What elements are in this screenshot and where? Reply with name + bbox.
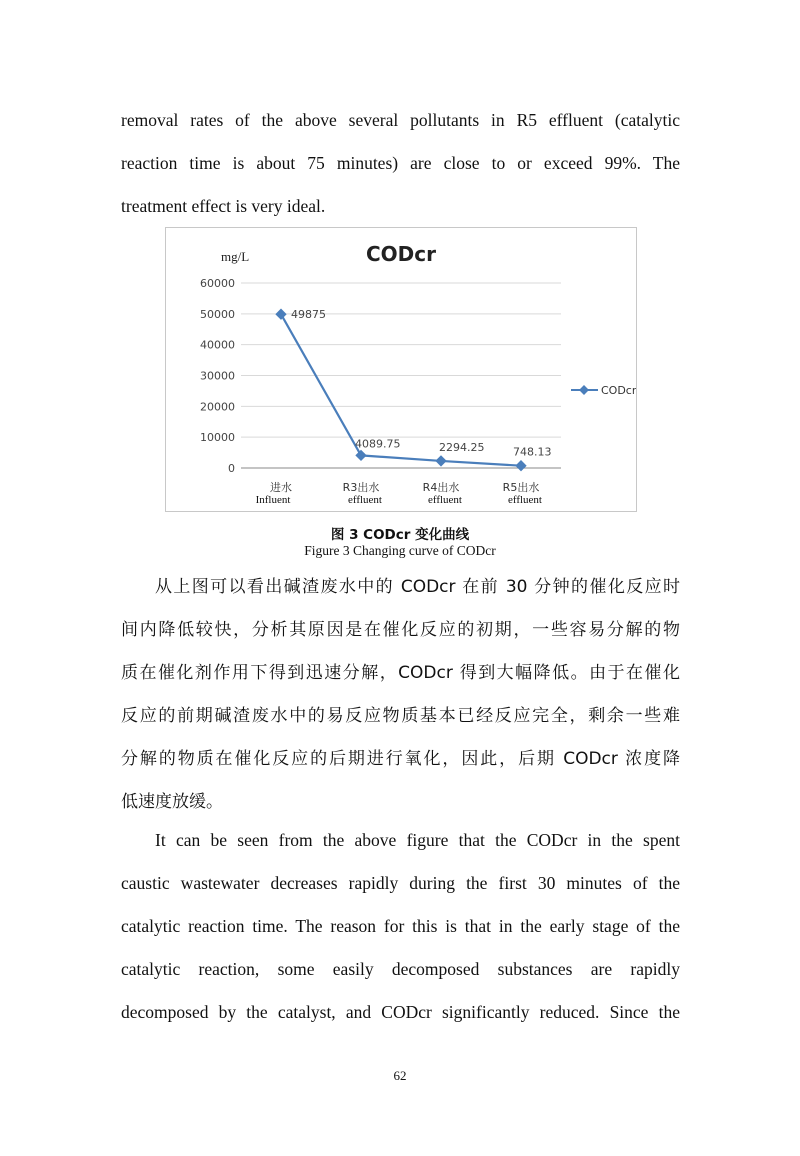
figure-caption-cn: 图 3 CODcr 变化曲线 <box>330 527 470 543</box>
data-point <box>515 460 526 471</box>
x-tick-label: R3出水 <box>342 481 380 494</box>
text-line: 反应的前期碱渣废水中的易反应物质基本已经反应完全，剩余一些难 <box>121 706 680 726</box>
data-label: 748.13 <box>513 445 552 459</box>
x-tick-label: R4出水 <box>422 481 460 494</box>
x-tick-label-en: effluent <box>507 494 543 506</box>
text-line: 低速度放缓。 <box>121 792 223 812</box>
data-point <box>355 450 366 461</box>
y-tick-label: 10000 <box>200 431 235 445</box>
text-line: 分解的物质在催化反应的后期进行氧化，因此，后期 CODcr 浓度降 <box>121 749 680 769</box>
x-tick-label-en: effluent <box>347 494 383 506</box>
text-line: 质在催化剂作用下得到迅速分解，CODcr 得到大幅降低。由于在催化 <box>121 663 680 683</box>
text-line: 间内降低较快，分析其原因是在催化反应的初期，一些容易分解的物 <box>121 620 680 640</box>
x-tick-label: 进水 <box>270 481 292 494</box>
y-tick-label: 30000 <box>200 369 235 383</box>
x-tick-label: R5出水 <box>502 481 540 494</box>
data-label: 49875 <box>291 308 326 322</box>
chart-canvas <box>166 228 636 511</box>
text-line: It can be seen from the above figure that the CODcr in the spent <box>155 830 680 850</box>
legend-marker <box>579 385 589 395</box>
y-tick-label: 0 <box>228 462 235 475</box>
text-line: catalytic reaction time. The reason for this is that in the early stage of the <box>121 916 680 936</box>
x-tick-label-en: effluent <box>427 494 463 506</box>
text-line: treatment effect is very ideal. <box>121 196 326 216</box>
y-axis-label: mg/L <box>221 249 250 264</box>
figure-caption-en: Figure 3 Changing curve of CODcr <box>304 543 496 558</box>
series-line <box>281 314 521 465</box>
text-line: caustic wastewater decreases rapidly during the first 30 minutes of the <box>121 873 680 893</box>
y-tick-label: 20000 <box>200 400 235 414</box>
text-line: removal rates of the above several pollutants in R5 effluent (catalytic <box>121 110 680 130</box>
data-point <box>435 455 446 466</box>
text-line: decomposed by the catalyst, and CODcr significantly reduced. Since the <box>121 1002 680 1022</box>
y-tick-label: 40000 <box>200 338 235 352</box>
text-line: 从上图可以看出碱渣废水中的 CODcr 在前 30 分钟的催化反应时 <box>155 577 680 597</box>
legend-label: CODcr <box>601 384 636 397</box>
chart-title: CODcr <box>366 242 436 266</box>
page-number: 62 <box>393 1068 407 1083</box>
codcr-chart <box>165 227 637 512</box>
data-label: 4089.75 <box>355 437 401 451</box>
data-label: 2294.25 <box>439 440 485 454</box>
text-line: catalytic reaction, some easily decomposed substances are rapidly <box>121 959 680 979</box>
y-tick-label: 60000 <box>200 277 235 290</box>
data-point <box>275 309 286 320</box>
y-tick-label: 50000 <box>200 307 235 321</box>
text-line: reaction time is about 75 minutes) are close to or exceed 99%. The <box>121 153 680 173</box>
x-tick-label-en: Influent <box>255 494 291 506</box>
